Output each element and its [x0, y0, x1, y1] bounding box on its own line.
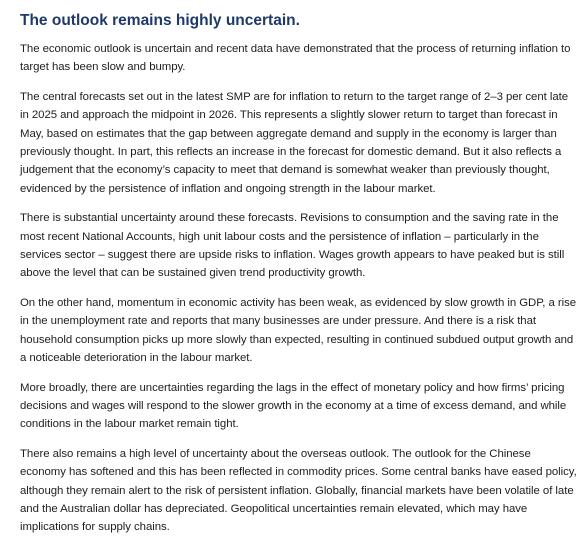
paragraph-inflation-intro: The economic outlook is uncertain and recent data have demonstrated that the process of returning inflation to target has been slow and bumpy. [20, 43, 571, 74]
paragraph-weak-momentum: On the other hand, momentum in economic activity has been weak, as evidenced by slow growth in GDP, a rise in the unemployment rate and reports that many businesses are under pressure. And there is a risk that household consumption picks up more slowly than expected, resulting in continued subdued output growth and a noticeable deterioration in the labour market. [20, 296, 577, 365]
paragraph-central-forecasts: The central forecasts set out in the latest SMP are for inflation to return to the target range of 2–3 per cent late in 2025 and approach the midpoint in 2026. This represents a slightly slower return to target than forecast in May, based on estimates that the gap between aggregate demand and supply in the economy is larger than previously thought. In part, this reflects an increase in the forecast for domestic demand. But it also reflects a judgement that the economy’s capacity to meet that demand is somewhat weaker than previously thought, evidenced by the persistence of inflation and ongoing strength in the labour market. [20, 90, 569, 195]
paragraph-policy-lags: More broadly, there are uncertainties regarding the lags in the effect of monetary policy and how firms’ pricing decisions and wages will respond to the slower growth in the economy at a time of excess demand, and while conditions in the labour market remain tight. [20, 381, 567, 431]
paragraph-forecast-uncertainty: There is substantial uncertainty around these forecasts. Revisions to consumption and the saving rate in the most recent National Accounts, high unit labour costs and the persistence of inflation – particularly in the services sector – suggest there are upside risks to inflation. Wages growth appears to have peaked but is still above the level that can be sustained given trend productivity growth. [20, 212, 565, 280]
page-title: The outlook remains highly uncertain. [20, 12, 300, 29]
paragraph-overseas-outlook: There also remains a high level of uncertainty about the overseas outlook. The outlook for the Chinese economy has softened and this has been reflected in commodity prices. Some central banks have eased policy, although they remain alert to the risk of persistent inflation. Globally, financial markets have been volatile of late and the Australian dollar has depreciated. Geopolitical uncertainties remain elevated, which may have implications for supply chains. [20, 447, 577, 534]
